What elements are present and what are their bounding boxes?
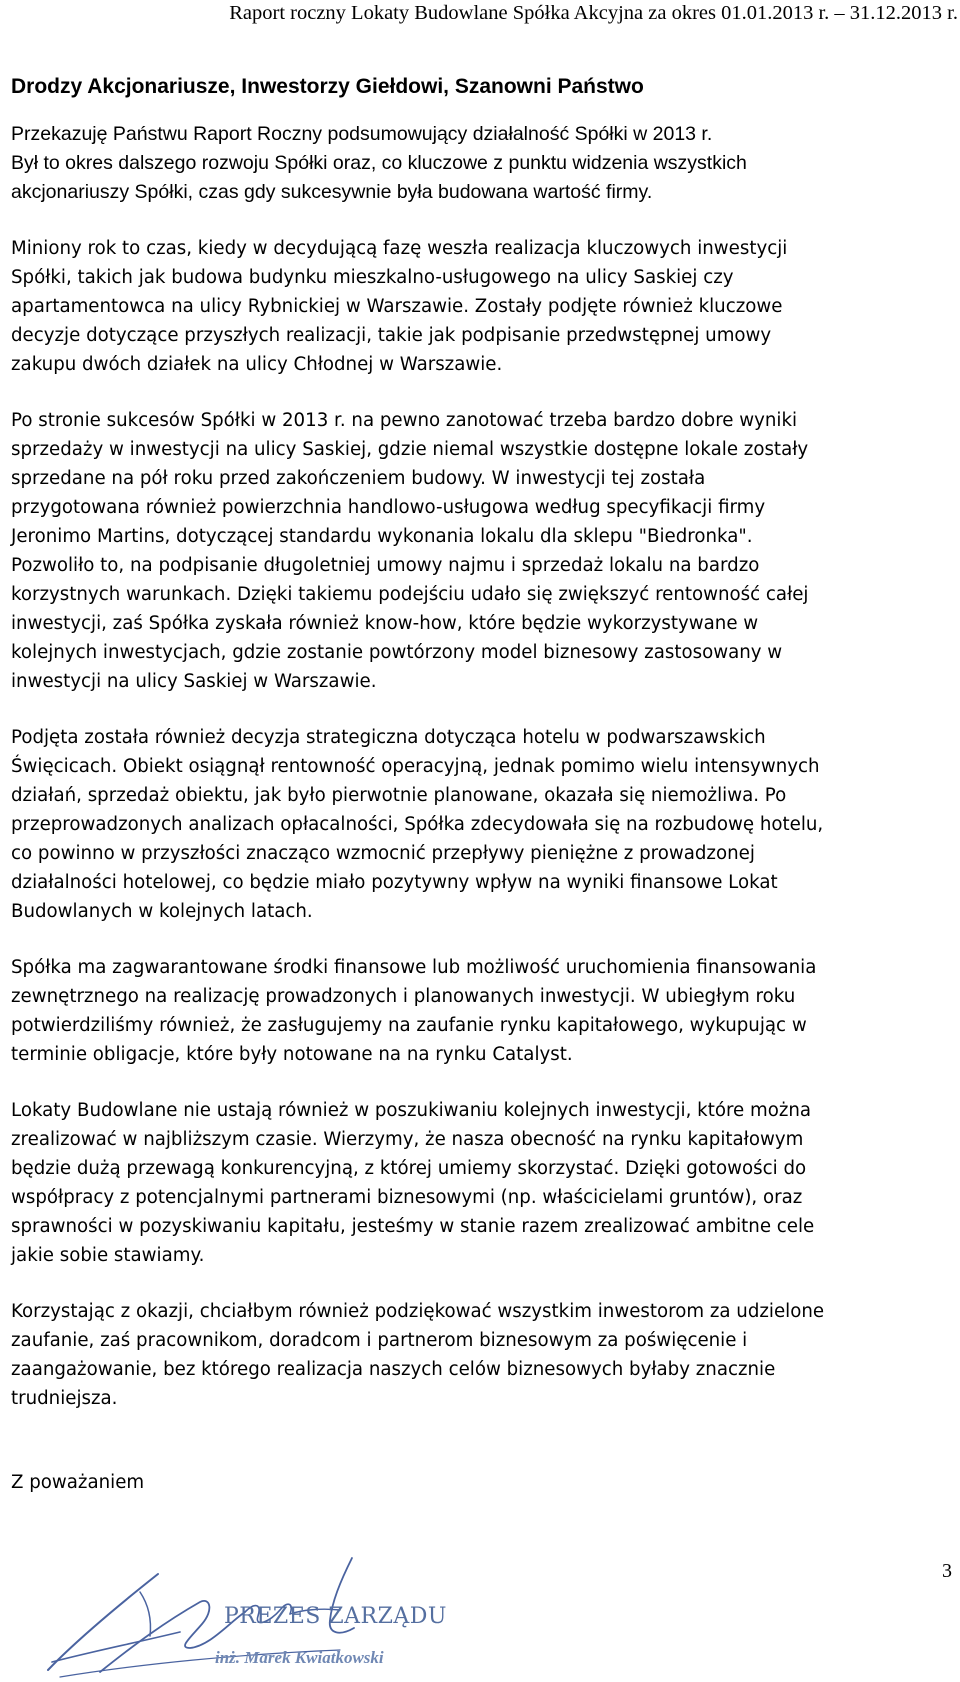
paragraph-future	[11, 1096, 958, 1270]
letter-greeting: Drodzy Akcjonariusze, Inwestorzy Giełdowi, Szanowni Państwo	[11, 75, 644, 98]
text-line: akcjonariuszy Spółki, czas gdy sukcesywnie była budowana wartość firmy.	[11, 181, 653, 203]
report-header: Raport roczny Lokaty Budowlane Spółka Akcyjna za okres 01.01.2013 r. – 31.12.2013 r.	[229, 2, 958, 24]
text-line: potwierdziliśmy również, że zasługujemy na zaufanie rynku kapitałowego, wykupując w	[11, 1015, 807, 1036]
text-line: działań, sprzedaż obiektu, jak było pierwotnie planowane, okazała się niemożliwa. Po	[11, 785, 787, 806]
text-line: Budowlanych w kolejnych latach.	[11, 901, 313, 922]
page-number: 3	[942, 1560, 952, 1582]
letter-closing: Z poważaniem	[11, 1472, 145, 1493]
text-line: jakie sobie stawiamy.	[11, 1245, 205, 1266]
stamp-title: PREZES ZARZĄDU	[224, 1604, 447, 1629]
text-line: Spółki, takich jak budowa budynku mieszkalno-usługowego na ulicy Saskiej czy	[11, 267, 734, 288]
text-line: sprzedaży w inwestycji na ulicy Saskiej, gdzie niemal wszystkie dostępne lokale zostały	[11, 439, 809, 460]
text-line: korzystnych warunkach. Dzięki takiemu podejściu udało się zwiększyć rentowność całej	[11, 584, 809, 605]
text-line: Święcicach. Obiekt osiągnął rentowność operacyjną, jednak pomimo wielu intensywnych	[11, 756, 820, 777]
text-line: sprawności w pozyskiwaniu kapitału, jesteśmy w stanie razem zrealizować ambitne cele	[11, 1216, 815, 1237]
paragraph-thanks	[11, 1297, 958, 1413]
text-line: decyzje dotyczące przyszłych realizacji, takie jak podpisanie przedwstępnej umowy	[11, 325, 772, 346]
paragraph-investments	[11, 234, 958, 379]
text-line: będzie dużą przewagą konkurencyjną, z której umiemy skorzystać. Dzięki gotowości do	[11, 1158, 807, 1179]
text-line: Podjęta została również decyzja strategiczna dotycząca hotelu w podwarszawskich	[11, 727, 766, 748]
text-line: zaufanie, zaś pracownikom, doradcom i partnerom biznesowym za poświęcenie i	[11, 1330, 748, 1351]
paragraph-successes	[11, 406, 958, 696]
text-line: Spółka ma zagwarantowane środki finansowe lub możliwość uruchomienia finansowania	[11, 957, 817, 978]
intro-paragraph	[11, 120, 958, 207]
text-line: Lokaty Budowlane nie ustają również w poszukiwaniu kolejnych inwestycji, które można	[11, 1100, 812, 1121]
text-line: zaangażowanie, bez którego realizacja naszych celów biznesowych byłaby znacznie	[11, 1359, 776, 1380]
text-line: zakupu dwóch działek na ulicy Chłodnej w Warszawie.	[11, 354, 503, 375]
text-line: trudniejsza.	[11, 1388, 118, 1409]
letter-body	[11, 72, 958, 1497]
text-line: zrealizować w najbliższym czasie. Wierzymy, że nasza obecność na rynku kapitałowym	[11, 1129, 804, 1150]
text-line: sprzedane na pół roku przed zakończeniem budowy. W inwestycji tej została	[11, 468, 706, 489]
text-line: Po stronie sukcesów Spółki w 2013 r. na pewno zanotować trzeba bardzo dobre wyniki	[11, 410, 798, 431]
text-line: Korzystając z okazji, chciałbym również podziękować wszystkim inwestorom za udzielone	[11, 1301, 825, 1322]
text-line: apartamentowca na ulicy Rybnickiej w Warszawie. Zostały podjęte również kluczowe	[11, 296, 783, 317]
signature-stamp	[40, 1552, 460, 1682]
text-line: działalności hotelowej, co będzie miało pozytywny wpływ na wyniki finansowe Lokat	[11, 872, 778, 893]
text-line: współpracy z potencjalnymi partnerami biznesowymi (np. właścicielami gruntów), oraz	[11, 1187, 803, 1208]
text-line: Miniony rok to czas, kiedy w decydującą fazę weszła realizacja kluczowych inwestycji	[11, 238, 788, 259]
paragraph-hotel	[11, 723, 958, 926]
text-line: przygotowana również powierzchnia handlowo-usługowa według specyfikacji firmy	[11, 497, 766, 518]
text-line: Jeronimo Martins, dotyczącej standardu wykonania lokalu dla sklepu "Biedronka".	[11, 526, 753, 547]
text-line: terminie obligacje, które były notowane na na rynku Catalyst.	[11, 1044, 573, 1065]
text-line: Pozwoliło to, na podpisanie długoletniej umowy najmu i sprzedaż lokalu na bardzo	[11, 555, 760, 576]
text-line: Przekazuję Państwu Raport Roczny podsumowujący działalność Spółki w 2013 r.	[11, 123, 713, 145]
text-line: zewnętrznego na realizację prowadzonych i planowanych inwestycji. W ubiegłym roku	[11, 986, 796, 1007]
text-line: inwestycji na ulicy Saskiej w Warszawie.	[11, 671, 377, 692]
text-line: przeprowadzonych analizach opłacalności, Spółka zdecydowała się na rozbudowę hotelu,	[11, 814, 824, 835]
text-line: co powinno w przyszłości znacząco wzmocnić przepływy pieniężne z prowadzonej	[11, 843, 755, 864]
paragraph-financing	[11, 953, 958, 1069]
text-line: kolejnych inwestycjach, gdzie zostanie powtórzony model biznesowy zastosowany w	[11, 642, 783, 663]
stamp-name: inż. Marek Kwiatkowski	[215, 1648, 384, 1667]
text-line: Był to okres dalszego rozwoju Spółki oraz, co kluczowe z punktu widzenia wszystkich	[11, 152, 747, 174]
text-line: inwestycji, zaś Spółka zyskała również know-how, które będzie wykorzystywane w	[11, 613, 759, 634]
